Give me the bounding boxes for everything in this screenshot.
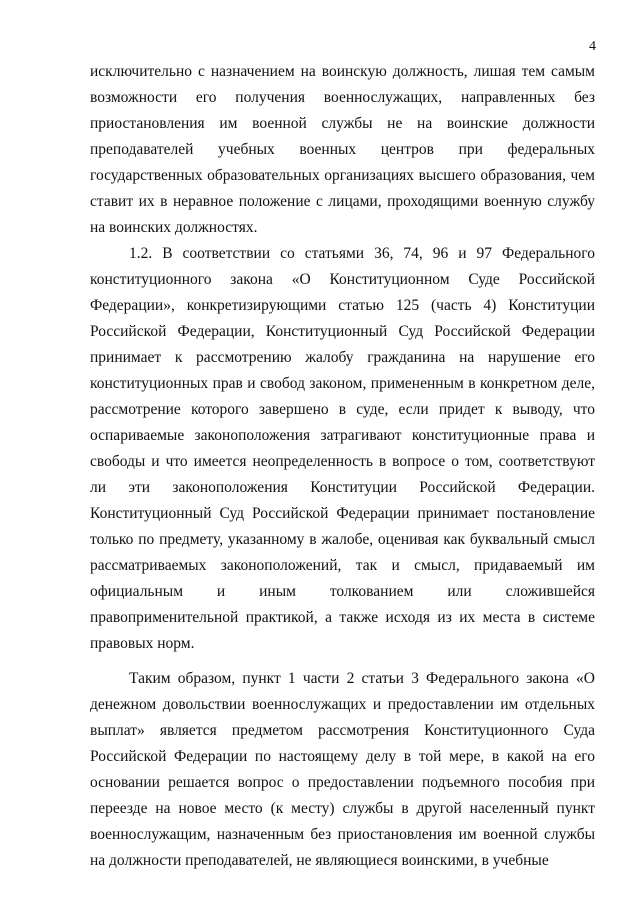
paragraph-subject-of-review: Таким образом, пункт 1 части 2 статьи 3 Федерального закона «О денежном довольствии военнослужащих и предоставлении им отдельных выплат» является предметом рассмотрения Конституционного Суда Российской Федерации по настоящему делу в той мере, в какой на его основании решается вопрос о предоставлении подъемного пособия при переезде на новое место (к месту) службы в другой населенный пункт военнослужащим, назначенным без приостановления им военной службы на должности преподавателей, не являющиеся воинскими, в учебные xyxy=(90,670,595,869)
document-body xyxy=(90,59,595,874)
paragraph-continuation: исключительно с назначением на воинскую должность, лишая тем самым возможности его получения военнослужащих, направленных без приостановления им военной службы не на воинские должности преподавателей учебных военных центров при федеральных государственных образовательных организациях высшего образования, чем ставит их в неравное положение с лицами, проходящими военную службу на воинских должностях. xyxy=(90,63,595,236)
page-number: 4 xyxy=(589,39,596,54)
paragraph-section-1-2: 1.2. В соответствии со статьями 36, 74, 96 и 97 Федерального конституционного закона «О Конституционном Суде Российской Федерации», конкретизирующими статью 125 (часть 4) Конституции Российской Федерации, Конституционный Суд Российской Федерации принимает к рассмотрению жалобу гражданина на нарушение его конституционных прав и свобод законом, примененным в конкретном деле, рассмотрение которого завершено в суде, если придет к выводу, что оспариваемые законоположения затрагивают конституционные права и свободы и что имеется неопределенность в вопросе о том, соответствуют ли эти законоположения Конституции Российской Федерации. Конституционный Суд Российской Федерации принимает постановление только по предмету, указанному в жалобе, оценивая как буквальный смысл рассматриваемых законоположений, так и смысл, придаваемый им официальным и иным толкованием или сложившейся правоприменительной практикой, а также исходя из их места в системе правовых норм. xyxy=(90,245,595,652)
